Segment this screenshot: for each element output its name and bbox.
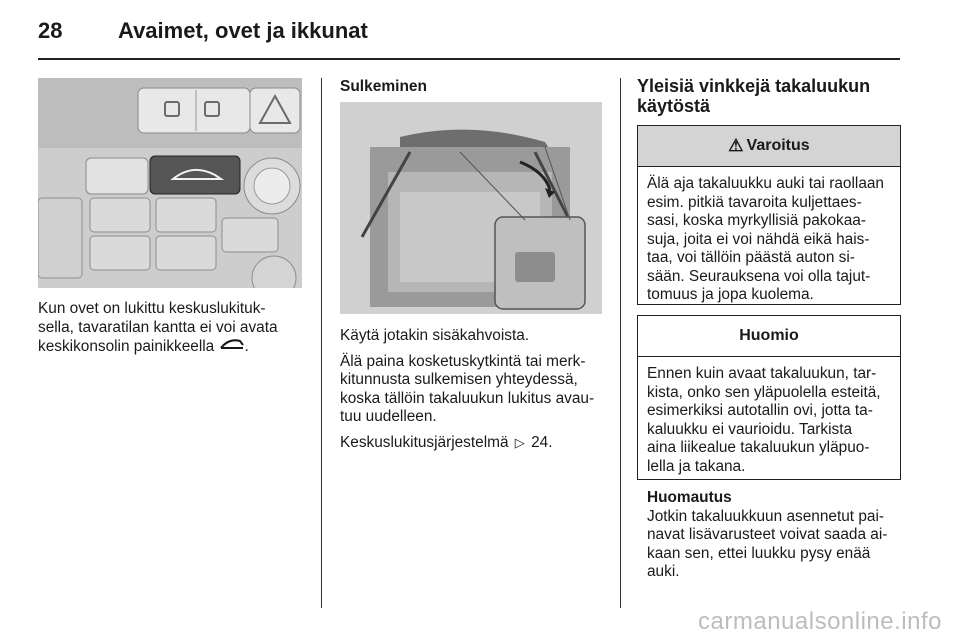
notice-line-2: kista, onko sen yläpuolella esteitä, xyxy=(647,383,881,401)
tailgate-closing-figure xyxy=(340,102,602,314)
col2-body xyxy=(340,327,608,459)
note-line-3: kaan sen, ettei luukku pysy enää xyxy=(647,544,871,562)
header-rule xyxy=(38,58,900,60)
col1-line-1: Kun ovet on lukittu keskuslukituk- xyxy=(38,300,266,317)
col2-para-2-line-3: koska tällöin takaluukun lukitus avau- xyxy=(340,389,595,407)
notice-title: Huomio xyxy=(739,327,799,344)
notice-header xyxy=(638,316,900,357)
notice-body xyxy=(638,357,900,484)
page-title: Avaimet, ovet ja ikkunat xyxy=(118,18,368,43)
page-number: 28 xyxy=(38,18,63,43)
section-heading-line-2: käytöstä xyxy=(637,96,711,116)
warning-body xyxy=(638,167,900,313)
note-block xyxy=(647,489,903,582)
col1-paragraph: Kun ovet on lukittu keskuslukituk- sella, tavaratilan kantta ei voi avata keskikonsolin painikkeella . xyxy=(38,300,308,357)
notice-box xyxy=(637,315,901,480)
warning-header xyxy=(638,126,900,167)
note-line-4: auki. xyxy=(647,563,680,580)
notice-line-6: lella ja takana. xyxy=(647,457,746,475)
cross-reference-arrow-icon: ▷ xyxy=(514,434,525,450)
watermark: carmanualsonline.info xyxy=(698,608,942,635)
section-heading-general-tips xyxy=(637,76,902,116)
xref-page[interactable]: 24. xyxy=(531,433,553,451)
column-divider-right xyxy=(620,78,621,608)
col2-para-1: Käytä jotakin sisäkahvoista. xyxy=(340,327,530,344)
warning-line-5: taa, voi tällöin päästä auton si- xyxy=(647,249,855,266)
warning-line-7: tomuus ja jopa kuolema. xyxy=(647,286,814,303)
xref-text: Keskuslukitusjärjestelmä xyxy=(340,433,509,451)
warning-triangle-icon: ⚠ xyxy=(728,136,744,155)
notice-line-3: esimerkiksi autotallin ovi, jotta ta- xyxy=(647,402,873,419)
warning-line-2: esim. pitkiä tavaroita kuljettaes- xyxy=(647,193,862,211)
warning-line-3: sasi, koska myrkyllisiä pakokaa- xyxy=(647,212,866,229)
note-line-2: navat lisävarusteet voivat saada ai- xyxy=(647,526,888,543)
note-title: Huomautus xyxy=(647,489,732,506)
note-line-1: Jotkin takaluukkuun asennetut pai- xyxy=(647,507,884,525)
warning-box xyxy=(637,125,901,305)
warning-line-6: sään. Seurauksena voi olla tajut- xyxy=(647,267,871,285)
col2-xref xyxy=(340,434,608,453)
notice-line-4: kaluukku ei vaurioidu. Tarkista xyxy=(647,420,853,438)
tailgate-open-icon xyxy=(219,337,245,357)
page-header xyxy=(38,18,900,58)
col2-para-2-line-1: Älä paina kosketuskytkintä tai merk- xyxy=(340,352,586,370)
center-console-figure xyxy=(38,78,302,288)
col2-para-2-line-2: kitunnusta sulkemisen yhteydessä, xyxy=(340,371,578,388)
warning-line-1: Älä aja takaluukku auki tai raollaan xyxy=(647,175,884,192)
notice-line-5: aina liikealue takaluukun yläpuo- xyxy=(647,439,870,456)
col1-line-3: keskikonsolin painikkeella xyxy=(38,337,215,355)
section-heading-line-1: Yleisiä vinkkejä takaluukun xyxy=(637,76,871,96)
warning-line-4: suja, joita ei voi nähdä eikä hais- xyxy=(647,230,870,248)
warning-title: Varoitus xyxy=(746,137,810,154)
section-heading-closing: Sulkeminen xyxy=(340,78,427,95)
notice-line-1: Ennen kuin avaat takaluukun, tar- xyxy=(647,365,877,382)
col2-para-2-line-4: tuu uudelleen. xyxy=(340,408,437,425)
col1-line-2: sella, tavaratilan kantta ei voi avata xyxy=(38,318,278,336)
col2-para-2 xyxy=(340,353,608,427)
column-divider-left xyxy=(321,78,322,608)
